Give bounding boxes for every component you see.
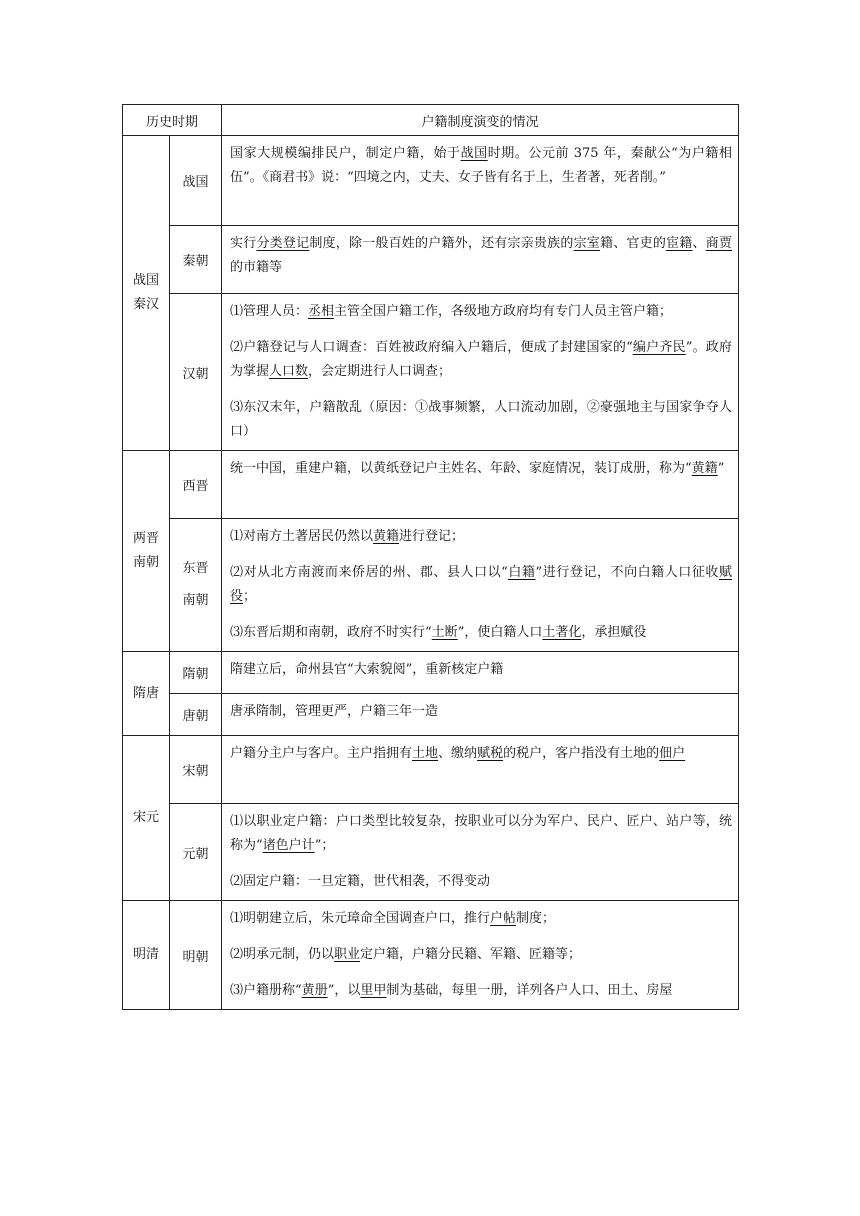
description-cell: 国家大规模编排民户，制定户籍，始于战国时期。公元前 375 年，秦献公“为户籍相伍”。《商君书》说：“四境之内，丈夫、女子皆有名于上，生者著，死者削。” [222, 136, 739, 226]
key-term: 土著化 [542, 625, 582, 640]
dynasty-cell: 汉朝 [170, 294, 222, 451]
description-cell: 实行分类登记制度，除一般百姓的户籍外，还有宗亲贵族的宗室籍、官吏的宦籍、商贾的市籍等 [222, 226, 739, 294]
paragraph: ⑶东汉末年，户籍散乱（原因：①战事频繁，人口流动加剧，②豪强地主与国家争夺人口） [230, 400, 733, 439]
description-cell [222, 519, 739, 652]
dynasty-cell: 秦朝 [170, 226, 222, 294]
dynasty-cell: 西晋 [170, 451, 222, 519]
paragraph: ⑶户籍册称“黄册”，以里甲制为基础，每里一册，详列各户人口、田土、房屋 [230, 983, 673, 998]
dynasty-cell: 明朝 [170, 901, 222, 1010]
header-period: 历史时期 [123, 105, 222, 136]
dynasty-cell: 宋朝 [170, 736, 222, 804]
key-term: 黄籍 [691, 461, 718, 476]
key-term: 诸色户计 [262, 838, 315, 853]
dynasty-cell [170, 519, 222, 652]
table-row [123, 694, 739, 736]
era-label: 南朝 [132, 555, 159, 570]
era-cell [123, 451, 170, 652]
paragraph: ⑴对南方土著居民仍然以黄籍进行登记； [230, 529, 465, 544]
key-term: 宦籍 [666, 236, 693, 251]
key-term: 土地 [412, 746, 439, 761]
key-term: 黄册 [301, 983, 328, 998]
description-cell: 唐承隋制，管理更严，户籍三年一造 [222, 694, 739, 736]
key-term: 分类登记 [256, 236, 310, 251]
era-cell: 隋唐 [123, 652, 170, 736]
paragraph: ⑴明朝建立后，朱元璋命全国调查户口，推行户帖制度； [230, 911, 556, 926]
key-term: 丞相 [308, 304, 335, 319]
era-cell: 明清 [123, 901, 170, 1010]
table-row [123, 652, 739, 694]
dynasty-cell: 唐朝 [170, 694, 222, 736]
era-label: 战国 [132, 273, 159, 288]
dynasty-label: 东晋 [182, 561, 209, 576]
key-term: 白籍 [507, 565, 536, 580]
dynasty-cell: 隋朝 [170, 652, 222, 694]
description-cell [222, 901, 739, 1010]
key-term: 宗室 [573, 236, 601, 251]
key-term: 编户齐民 [632, 340, 686, 355]
dynasty-label: 南朝 [182, 593, 209, 608]
key-term: 土断 [431, 625, 458, 640]
table-row [123, 519, 739, 652]
table-row [123, 901, 739, 1010]
description-cell: 户籍分主户与客户。主户指拥有土地、缴纳赋税的税户，客户指没有土地的佃户 [222, 736, 739, 804]
table-header-row [123, 105, 739, 136]
era-label: 秦汉 [132, 297, 159, 312]
key-term: 户帖 [490, 911, 517, 926]
era-cell: 宋元 [123, 736, 170, 901]
description-cell [222, 804, 739, 901]
table-row [123, 736, 739, 804]
key-term: 职业 [334, 947, 361, 962]
description-cell: 统一中国，重建户籍，以黄纸登记户主姓名、年龄、家庭情况，装订成册，称为“黄籍” [222, 451, 739, 519]
table-row [123, 226, 739, 294]
paragraph: ⑵固定户籍：一旦定籍，世代相袭，不得变动 [230, 874, 491, 889]
table-row [123, 451, 739, 519]
key-term: 佃户 [659, 746, 686, 761]
key-term: 里甲 [360, 983, 387, 998]
paragraph: ⑵明承元制，仍以职业定户籍，户籍分民籍、军籍、匠籍等； [230, 947, 582, 962]
paragraph: ⑶东晋后期和南朝，政府不时实行“土断”，使白籍人口土著化，承担赋役 [230, 625, 647, 640]
paragraph: ⑵户籍登记与人口调查：百姓被政府编入户籍后，便成了封建国家的“编户齐民”。政府为掌握人口数，会定期进行人口调查； [230, 340, 732, 379]
table-row [123, 136, 739, 226]
key-term: 赋役 [230, 565, 732, 604]
paragraph: ⑴管理人员：丞相主管全国户籍工作，各级地方政府均有专门人员主管户籍； [230, 304, 673, 319]
key-term: 商贾 [705, 236, 732, 251]
paragraph: ⑴以职业定户籍：户口类型比较复杂，按职业可以分为军户、民户、匠户、站户等，统称为“诸色户计”； [230, 814, 733, 853]
era-label: 两晋 [132, 531, 159, 546]
dynasty-cell: 战国 [170, 136, 222, 226]
table-row [123, 804, 739, 901]
key-term: 赋税 [477, 746, 504, 761]
key-term: 黄籍 [373, 529, 400, 544]
household-registration-table [122, 104, 739, 1010]
description-cell [222, 294, 739, 451]
paragraph: ⑵对从北方南渡而来侨居的州、郡、县人口以“白籍”进行登记，不向白籍人口征收赋役； [230, 565, 732, 604]
dynasty-cell: 元朝 [170, 804, 222, 901]
header-content: 户籍制度演变的情况 [222, 105, 739, 136]
era-cell [123, 136, 170, 451]
key-term: 人口数 [269, 364, 309, 379]
key-term: 战国 [460, 146, 488, 161]
table-row [123, 294, 739, 451]
description-cell: 隋建立后，命州县官“大索貌阅”，重新核定户籍 [222, 652, 739, 694]
